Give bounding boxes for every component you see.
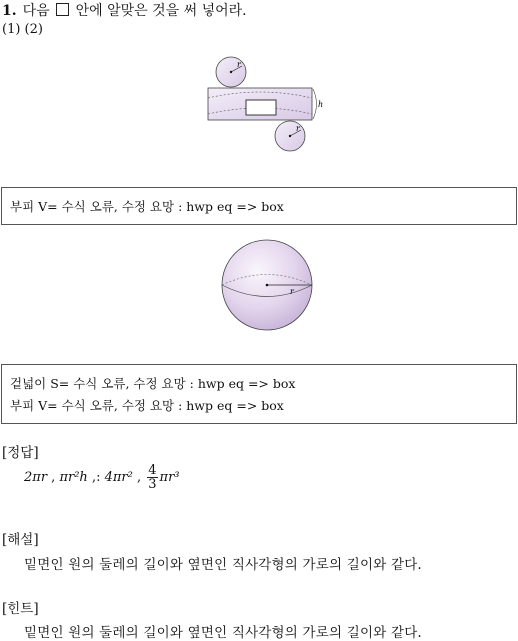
answer-sep1: , bbox=[51, 470, 56, 485]
sphere-figure bbox=[220, 238, 316, 334]
problem-title bbox=[2, 0, 247, 20]
cylinder-net-figure bbox=[200, 54, 330, 154]
top-radius-label: r bbox=[237, 60, 241, 69]
volume-box bbox=[1, 187, 517, 225]
answer-sep2: ,: bbox=[91, 470, 101, 485]
hint-label: [힌트] bbox=[2, 601, 39, 617]
instruction-post: 안에 알맞은 것을 써 넣어라. bbox=[75, 3, 247, 19]
explanation-label: [해설] bbox=[2, 532, 39, 548]
fraction-denominator: 3 bbox=[148, 477, 157, 492]
hint-text: 밑면인 원의 둘레의 길이와 옆면인 직사각형의 가로의 길이와 같다. bbox=[24, 625, 422, 641]
instruction-pre: 다음 bbox=[22, 3, 50, 19]
answer-sep3: , bbox=[136, 470, 142, 485]
answer-part2: πr²h bbox=[59, 470, 88, 485]
answer-blank-box bbox=[246, 100, 276, 115]
fraction-numerator: 4 bbox=[148, 463, 157, 478]
bottom-radius-label: r bbox=[296, 124, 300, 133]
answer-line bbox=[24, 464, 180, 491]
answer-fraction bbox=[147, 464, 157, 491]
answer-part3: 4πr² bbox=[104, 470, 133, 485]
problem-parts: (1) (2) bbox=[2, 22, 43, 37]
sphere-volume-text: 부피 V= 수식 오류, 수정 요망 : hwp eq => box bbox=[10, 398, 284, 413]
explanation-text: 밑면인 원의 둘레의 길이와 옆면인 직사각형의 가로의 길이와 같다. bbox=[24, 557, 422, 573]
volume-text: 부피 V= 수식 오류, 수정 요망 : hwp eq => box bbox=[10, 199, 284, 214]
height-label: h bbox=[318, 100, 324, 109]
surface-area-text: 겉넓이 S= 수식 오류, 수정 요망 : hwp eq => box bbox=[10, 376, 296, 391]
blank-box-icon bbox=[56, 3, 69, 16]
answer-label: [정답] bbox=[2, 445, 39, 461]
sphere-radius-label: r bbox=[290, 287, 294, 296]
answer-part4: πr³ bbox=[159, 470, 180, 485]
surface-volume-box bbox=[1, 364, 517, 424]
problem-number: 1. bbox=[2, 3, 17, 19]
answer-part1: 2πr bbox=[24, 470, 48, 485]
